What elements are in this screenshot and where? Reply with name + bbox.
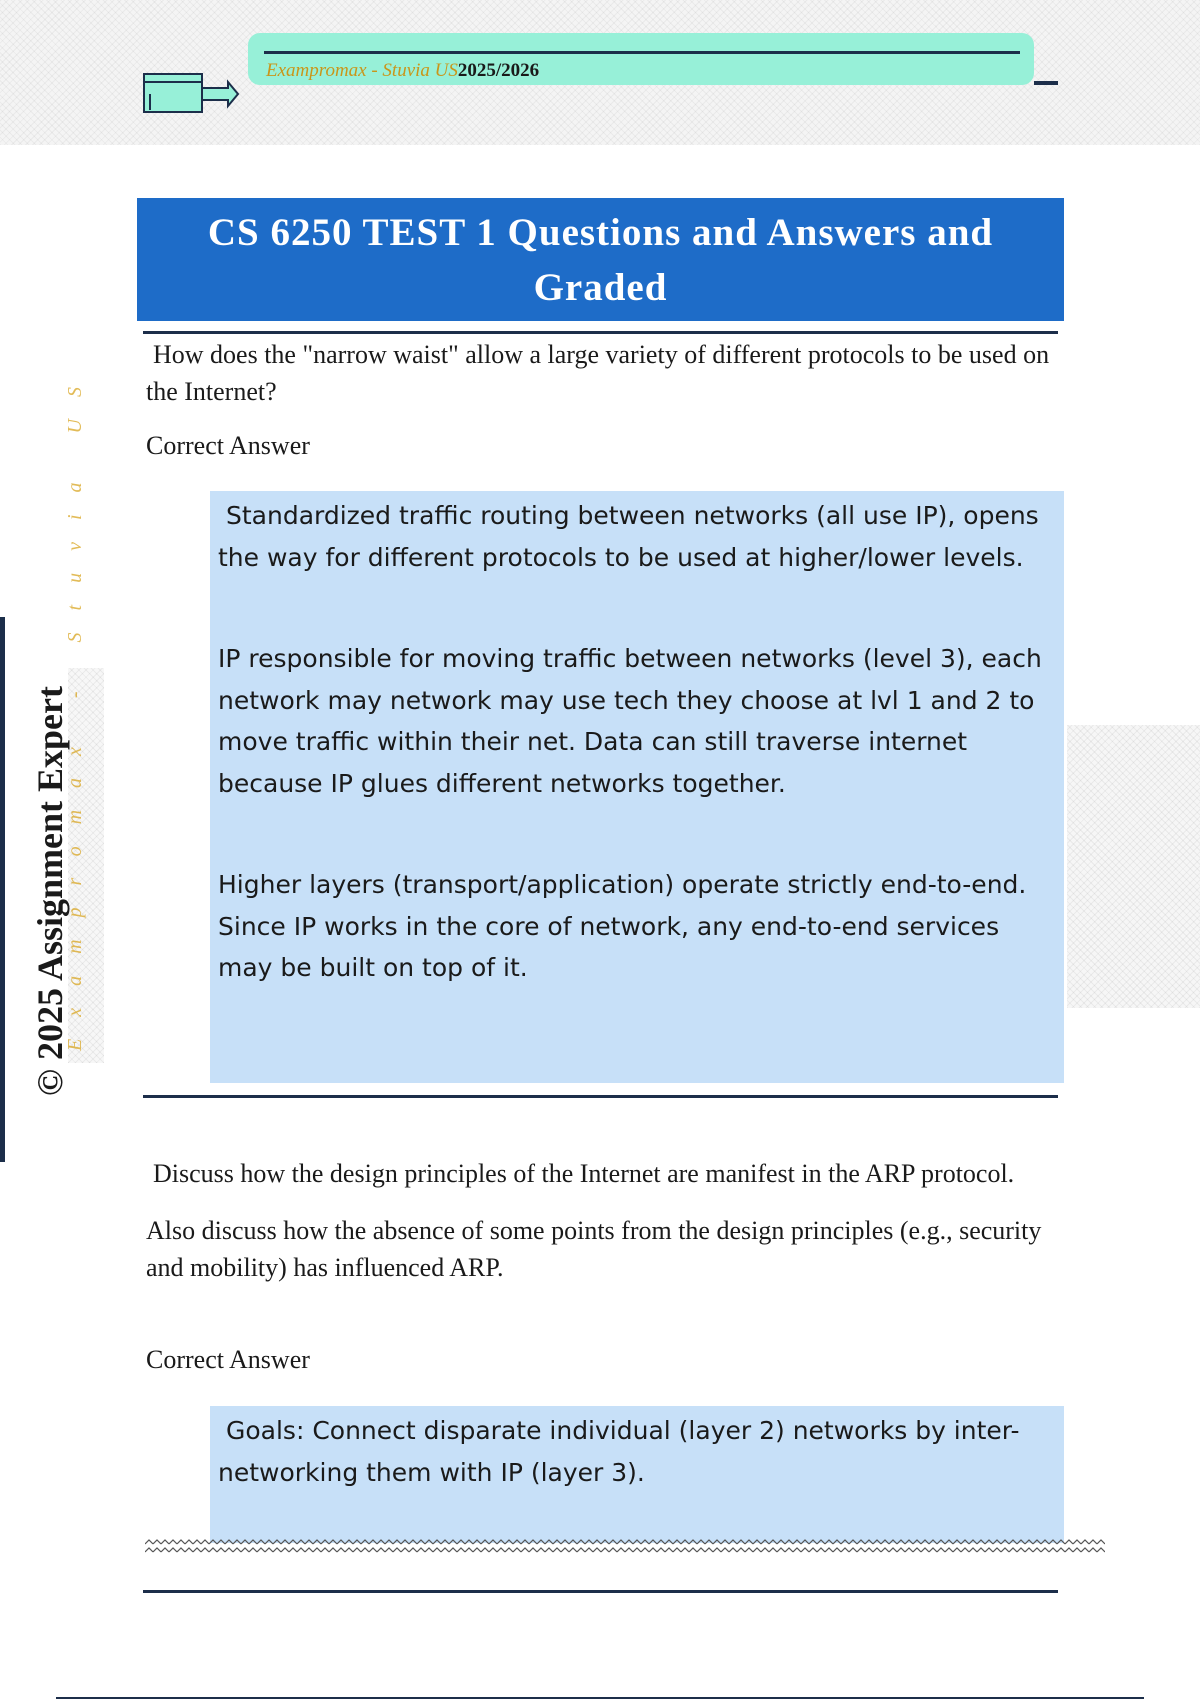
question-1 — [146, 336, 1061, 410]
question-2-text: Discuss how the design principles of the Internet are manifest in the ARP protocol. — [153, 1159, 1015, 1188]
answer-1-paragraph-1: Standardized traffic routing between networks (all use IP), opens the way for different protocols to be used at higher/lower levels. — [218, 501, 1039, 572]
header-text — [266, 60, 539, 82]
answer-1-paragraph-2: IP responsible for moving traffic between networks (level 3), each network may network may use tech they choose at lvl 1 and 2 to move traffic within their net. Data can still traverse internet because IP glues different networks together. — [218, 644, 1042, 798]
document-title-box — [137, 198, 1064, 321]
answer-box-2 — [210, 1406, 1064, 1543]
answer-label-1: Correct Answer — [146, 431, 310, 460]
decorative-pattern-right — [1067, 725, 1200, 1008]
zigzag-divider — [145, 1538, 1105, 1558]
answer-label-2: Correct Answer — [146, 1345, 310, 1374]
question-2-extra-text: Also discuss how the absence of some points from the design principles (e.g., security and mobility) has influenced ARP. — [146, 1216, 1042, 1282]
copyright-watermark: © 2025 Assignment Expert — [30, 686, 70, 1096]
question-divider — [143, 1095, 1058, 1098]
answer-box-1 — [210, 491, 1064, 1083]
document-title: CS 6250 TEST 1 Questions and Answers and Graded — [207, 210, 994, 309]
answer-2-paragraph-1: Goals: Connect disparate individual (layer 2) networks by inter-networking them with IP (layer 3). — [218, 1416, 1020, 1487]
header-divider — [264, 51, 1020, 54]
folder-arrow-icon — [140, 70, 240, 120]
question-1-text: How does the "narrow waist" allow a large variety of different protocols to be used on the Internet? — [146, 340, 1050, 406]
header-divider-end — [1034, 81, 1058, 85]
header-brand: Exampromax - Stuvia US — [266, 60, 458, 81]
page-bottom-line — [56, 1697, 1144, 1699]
title-divider — [143, 331, 1058, 334]
answer-1-paragraph-3: Higher layers (transport/application) operate strictly end-to-end. Since IP works in the core of network, any end-to-end services may be built on top of it. — [218, 870, 1027, 982]
section-end-divider — [143, 1590, 1058, 1593]
faint-brand-watermark: Exampromax - Stuvia US — [64, 365, 86, 1051]
header-year: 2025/2026 — [457, 60, 540, 81]
watermark-bar — [0, 617, 5, 1162]
question-2 — [146, 1155, 1061, 1286]
